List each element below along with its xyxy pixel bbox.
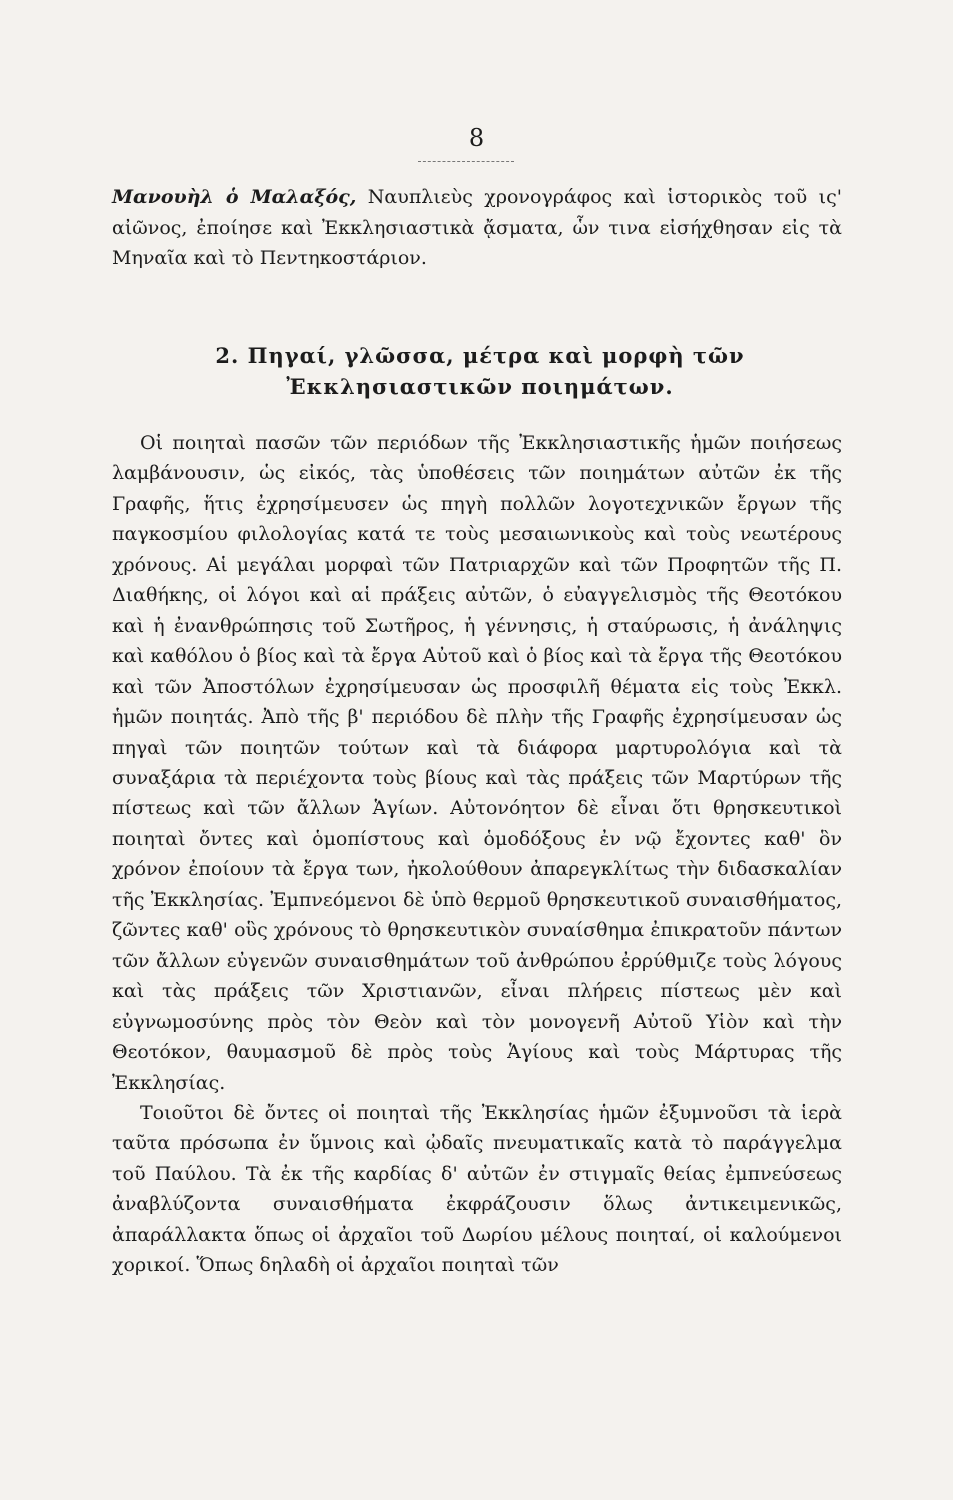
body-paragraph-2: Τοιοῦτοι δὲ ὄντες οἱ ποιηταὶ τῆς Ἐκκλησίας ἡμῶν ἐξυμνοῦσι τὰ ἱερὰ ταῦτα πρόσωπα ἐν ὕμνοις καὶ ᾠδαῖς πνευματικαῖς κατὰ τὸ παράγγελμα τοῦ Παύλου. Τὰ ἐκ τῆς καρδίας δ' αὐτῶν ἐν στιγμαῖς θείας ἐμπνεύσεως ἀναβλύζοντα συναισθήματα ἐκφράζουσιν ὅλως ἀντικειμενικῶς, ἀπαράλλακτα ὅπως οἱ ἀρχαῖοι τοῦ Δωρίου μέλους ποιηταί, οἱ καλούμενοι χορικοί. Ὅπως δηλαδὴ οἱ ἀρχαῖοι ποιηταὶ τῶν	[112, 1101, 842, 1277]
section-title-line-2: Ἐκκλησιαστικῶν ποιημάτων.	[286, 374, 674, 399]
intro-text: Ναυπλιεὺς χρονογράφος καὶ ἱστορικὸς τοῦ ις' αἰῶνος, ἐποίησε καὶ Ἐκκλησιαστικὰ ᾄσματα, ὧν τινα εἰσήχθησαν εἰς τὰ Μηναῖα καὶ τὸ Πεντηκοστάριον.	[112, 186, 842, 270]
page-number-rule	[418, 161, 514, 162]
author-name: Μανουὴλ ὁ Μαλαξός,	[112, 186, 357, 208]
section-title-line-1: Πηγαί, γλῶσσα, μέτρα καὶ μορφὴ τῶν	[247, 343, 745, 368]
body-paragraph-1: Οἱ ποιηταὶ πασῶν τῶν περιόδων τῆς Ἐκκλησιαστικῆς ἡμῶν ποιήσεως λαμβάνουσιν, ὡς εἰκός, τὰς ὑποθέσεις τῶν ποιημάτων αὐτῶν ἐκ τῆς Γραφῆς, ἥτις ἐχρησίμευσεν ὡς πηγὴ πολλῶν λογοτεχνικῶν ἔργων τῆς παγκοσμίου φιλολογίας κατά τε τοὺς μεσαιωνικοὺς καὶ τοὺς νεωτέρους χρόνους. Αἱ μεγάλαι μορφαὶ τῶν Πατριαρχῶν καὶ τῶν Προφητῶν τῆς Π. Διαθήκης, οἱ λόγοι καὶ αἱ πράξεις αὐτῶν, ὁ εὐαγγελισμὸς τῆς Θεοτόκου καὶ ἡ ἐνανθρώπησις τοῦ Σωτῆρος, ἡ γέννησις, ἡ σταύρωσις, ἡ ἀνάληψις καὶ καθόλου ὁ βίος καὶ τὰ ἔργα Αὐτοῦ καὶ ὁ βίος καὶ τὰ ἔργα τῆς Θεοτόκου καὶ τῶν Ἀποστόλων ἐχρησίμευσαν ὡς προσφιλῆ θέματα εἰς τοὺς Ἐκκλ. ἡμῶν ποιητάς. Ἀπὸ τῆς β' περιόδου δὲ πλὴν τῆς Γραφῆς ἐχρησίμευσαν ὡς πηγαὶ τῶν ποιητῶν τούτων καὶ τὰ διάφορα μαρτυρολόγια καὶ τὰ συναξάρια τὰ περιέχοντα τοὺς βίους καὶ τὰς πράξεις τῶν Μαρτύρων τῆς πίστεως καὶ τῶν ἄλλων Ἁγίων. Αὐτονόητον δὲ εἶναι ὅτι θρησκευτικοὶ ποιηταὶ ὄντες καὶ ὁμοπίστους καὶ ὁμοδόξους ἐν νῷ ἔχοντες καθ' ὃν χρόνον ἐποίουν τὰ ἔργα των, ἠκολούθουν ἀπαρεγκλίτως τὴν διδασκαλίαν τῆς Ἐκκλησίας. Ἐμπνεόμενοι δὲ ὑπὸ θερμοῦ θρησκευτικοῦ συναισθήματος, ζῶντες καθ' οὓς χρόνους τὸ θρησκευτικὸν συναίσθημα ἐπικρατοῦν πάντων τῶν ἄλλων εὐγενῶν συναισθημάτων τοῦ ἀνθρώπου ἐρρύθμιζε τοὺς λόγους καὶ τὰς πράξεις τῶν Χριστιανῶν, εἶναι πλήρεις πίστεως μὲν καὶ εὐγνωμοσύνης πρὸς τὸν Θεὸν καὶ τὸν μονογενῆ Αὐτοῦ Υἱὸν καὶ τὴν Θεοτόκον, θαυμασμοῦ δὲ πρὸς τοὺς Ἁγίους καὶ τοὺς Μάρτυρας τῆς Ἐκκλησίας.	[112, 432, 842, 1094]
section-number: 2.	[215, 343, 240, 368]
page-number: 8	[468, 124, 485, 152]
intro-paragraph	[112, 182, 842, 274]
section-heading-line-1	[130, 340, 830, 371]
body-text	[112, 428, 842, 1281]
section-heading	[130, 340, 830, 402]
